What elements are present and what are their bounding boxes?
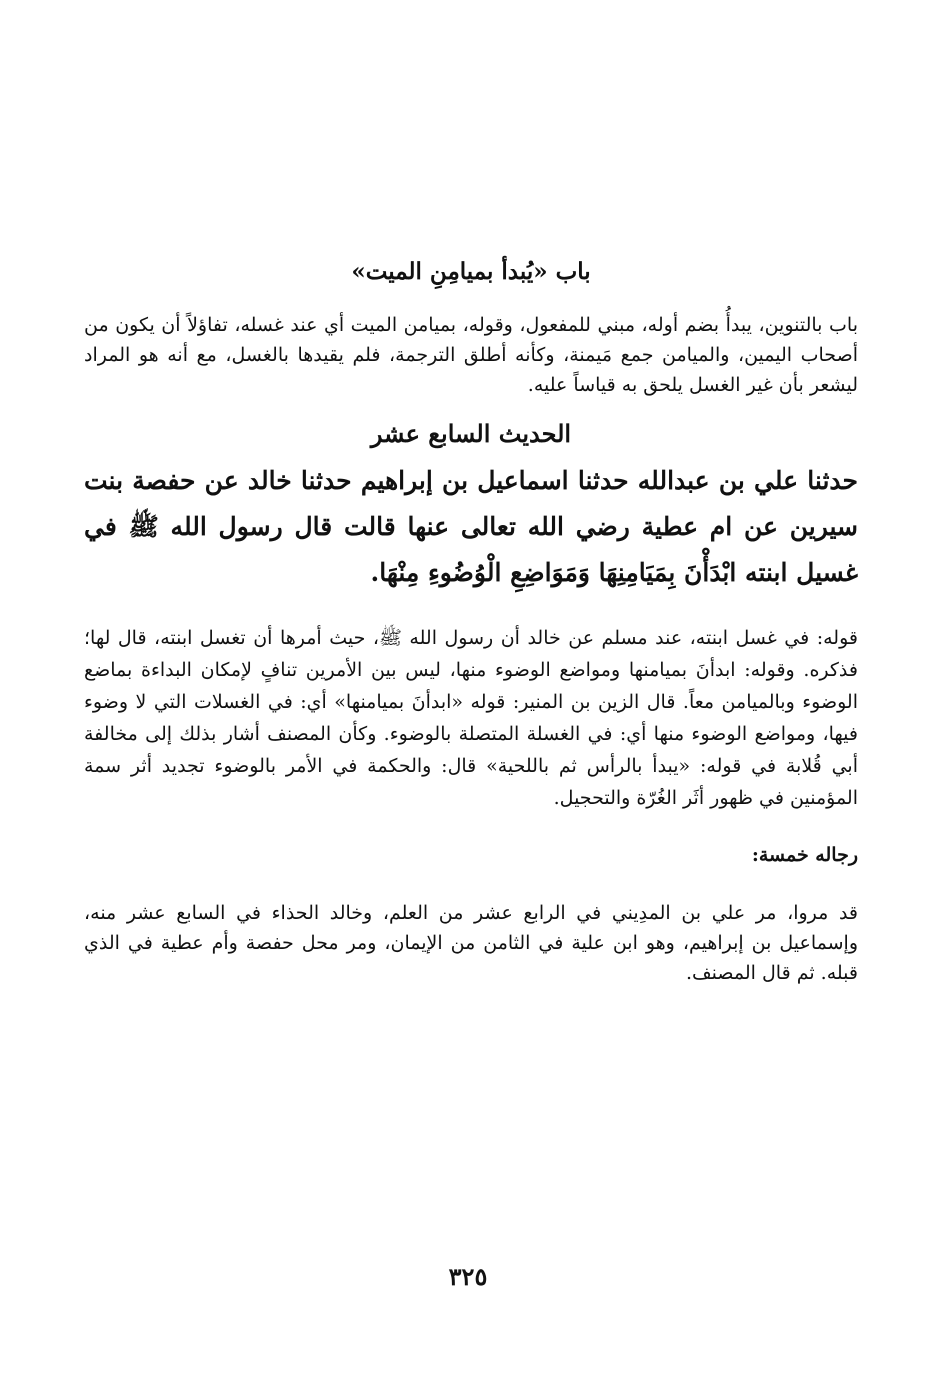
hadith-text: حدثنا علي بن عبدالله حدثنا اسماعيل بن إبراهيم حدثنا خالد عن حفصة بنت سيرين عن ام عطية رضي الله تعالى عنها قالت قال رسول الله ﷺ في غسيل ابنته ابْدَأْنَ بِمَيَامِنِهَا وَمَوَاضِعِ الْوُضُوءِ مِنْهَا. xyxy=(84,466,858,587)
commentary-paragraph: قوله: في غسل ابنته، عند مسلم عن خالد أن رسول الله ﷺ، حيث أمرها أن تغسل ابنته، قال لها؛ فذكره. وقوله: ابدأنَ بميامنها ومواضع الوضوء منها، ليس بين الأمرين تنافٍ لإمكان البداءة بماضع الوضوء وبالميامن معاً. قال الزين بن المنير: قوله «ابدأنَ بميامنها» أي: في الغسلات التي لا وضوء فيها، ومواضع الوضوء منها أي: في الغسلة المتصلة بالوضوء. وكأن المصنف أشار بذلك إلى مخالفة أبي قُلابة في قوله: «يبدأ بالرأس ثم باللحية» قال: والحكمة في الأمر بالوضوء تجديد أثر سمة المؤمنين في ظهور أثَر الغُرّة والتحجيل. xyxy=(84,627,858,809)
page-body xyxy=(84,240,858,988)
hadith-section-title: الحديث السابع عشر xyxy=(370,419,572,448)
chapter-explanation: باب بالتنوين، يبدأُ بضم أوله، مبني للمفعول، وقوله، بميامن الميت أي عند غسله، تفاؤلاً أن يكون من أصحاب اليمين، والميامن جمع مَيمنة، وكأنه أطلق الترجمة، فلم يقيدها بالغسل، مع أنه هو المراد ليشعر بأن غير الغسل يلحق به قياساً عليه. xyxy=(84,314,858,396)
narrators-heading: رجاله خمسة: xyxy=(751,844,858,866)
chapter-title: باب «يُبدأ بميامِنِ الميت» xyxy=(351,258,591,285)
narrators-paragraph: قد مروا، مر علي بن المدِيني في الرابع عشر من العلم، وخالد الحذاء في السابع عشر منه، وإسماعيل بن إبراهيم، وهو ابن علية في الثامن من الإيمان، ومر محل حفصة وأم عطية في الذي قبله. ثم قال المصنف. xyxy=(84,902,858,984)
page-number: ٣٢٥ xyxy=(448,1262,488,1291)
